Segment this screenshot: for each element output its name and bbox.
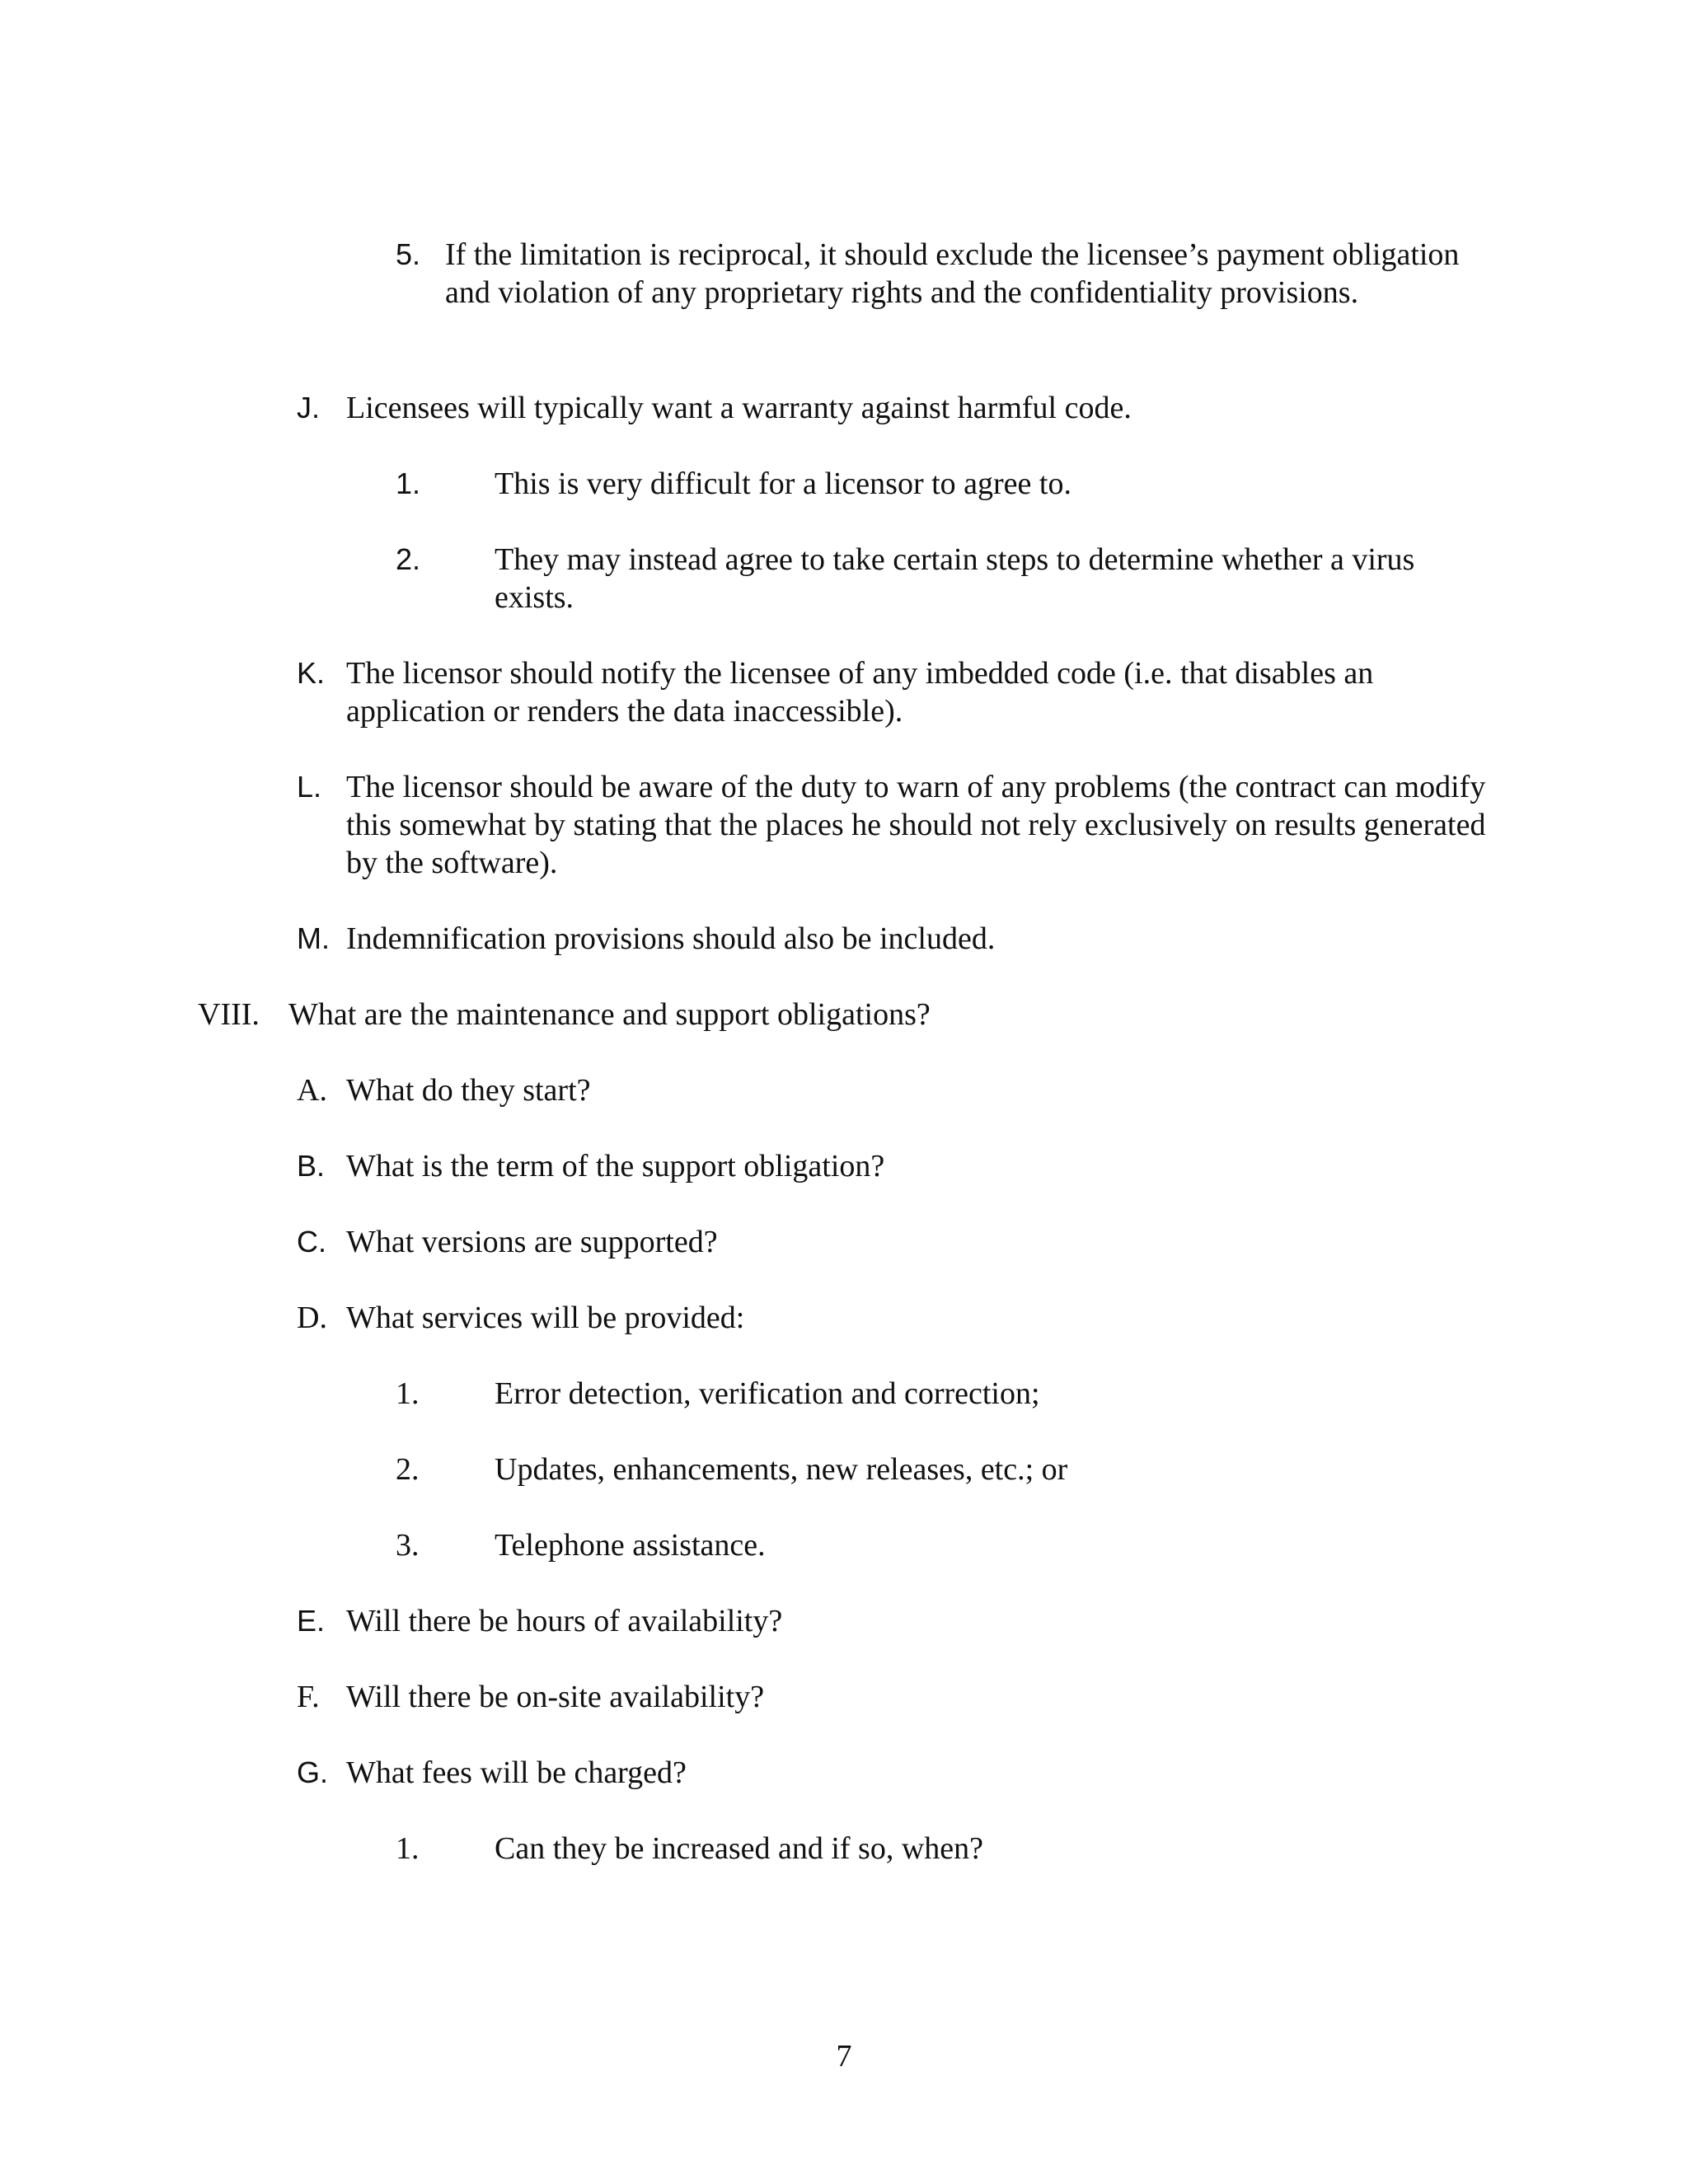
item-marker: K. bbox=[297, 656, 326, 690]
item-text: Updates, enhancements, new releases, etc.; or bbox=[495, 1452, 1068, 1487]
item-text: This is very difficult for a licensor to agree to. bbox=[495, 466, 1071, 501]
item-marker: B. bbox=[297, 1149, 326, 1183]
item-text: Error detection, verification and correction; bbox=[495, 1376, 1040, 1411]
item-marker: J. bbox=[297, 391, 321, 424]
item-text: If the limitation is reciprocal, it should exclude the licensee’s payment obligation and violation of any proprietary rights and the confidentiality provisions. bbox=[445, 237, 1460, 310]
item-marker: M. bbox=[297, 921, 330, 955]
item-marker: 1. bbox=[396, 466, 421, 500]
item-marker: VIII. bbox=[198, 997, 260, 1032]
item-text: The licensor should notify the licensee of any imbedded code (i.e. that disables an application or renders the data inaccessible). bbox=[346, 656, 1374, 729]
item-marker: 3. bbox=[396, 1528, 420, 1563]
item-marker: 2. bbox=[396, 1452, 420, 1487]
item-marker: A. bbox=[297, 1073, 327, 1108]
item-text: Licensees will typically want a warranty against harmful code. bbox=[346, 391, 1132, 425]
item-marker: 1. bbox=[396, 1376, 420, 1411]
item-text: What services will be provided: bbox=[346, 1301, 745, 1335]
item-marker: 2. bbox=[396, 542, 421, 576]
item-text: The licensor should be aware of the duty to warn of any problems (the contract can modify this somewhat by stating that the places he should not rely exclusively on results generated by the software). bbox=[346, 770, 1486, 880]
item-marker: 5. bbox=[396, 237, 421, 271]
item-text: Indemnification provisions should also be included. bbox=[346, 921, 996, 956]
item-text: What do they start? bbox=[346, 1073, 591, 1108]
item-text: What are the maintenance and support obligations? bbox=[288, 997, 931, 1032]
item-marker: G. bbox=[297, 1755, 329, 1789]
item-marker: L. bbox=[297, 770, 322, 804]
item-marker: 1. bbox=[396, 1831, 420, 1866]
item-text: What versions are supported? bbox=[346, 1225, 718, 1259]
item-marker: F. bbox=[297, 1680, 320, 1714]
item-marker: C. bbox=[297, 1225, 326, 1258]
item-text: Can they be increased and if so, when? bbox=[495, 1831, 984, 1866]
item-marker: D. bbox=[297, 1301, 327, 1335]
item-text: Will there be on-site availability? bbox=[346, 1680, 765, 1714]
item-text: What fees will be charged? bbox=[346, 1755, 687, 1790]
item-text: Will there be hours of availability? bbox=[346, 1604, 783, 1638]
item-marker: E. bbox=[297, 1604, 326, 1638]
page-number: 7 bbox=[836, 2039, 852, 2074]
item-text: What is the term of the support obligation? bbox=[346, 1149, 885, 1183]
item-text: Telephone assistance. bbox=[495, 1528, 766, 1563]
item-text: They may instead agree to take certain steps to determine whether a virus exists. bbox=[495, 542, 1415, 615]
